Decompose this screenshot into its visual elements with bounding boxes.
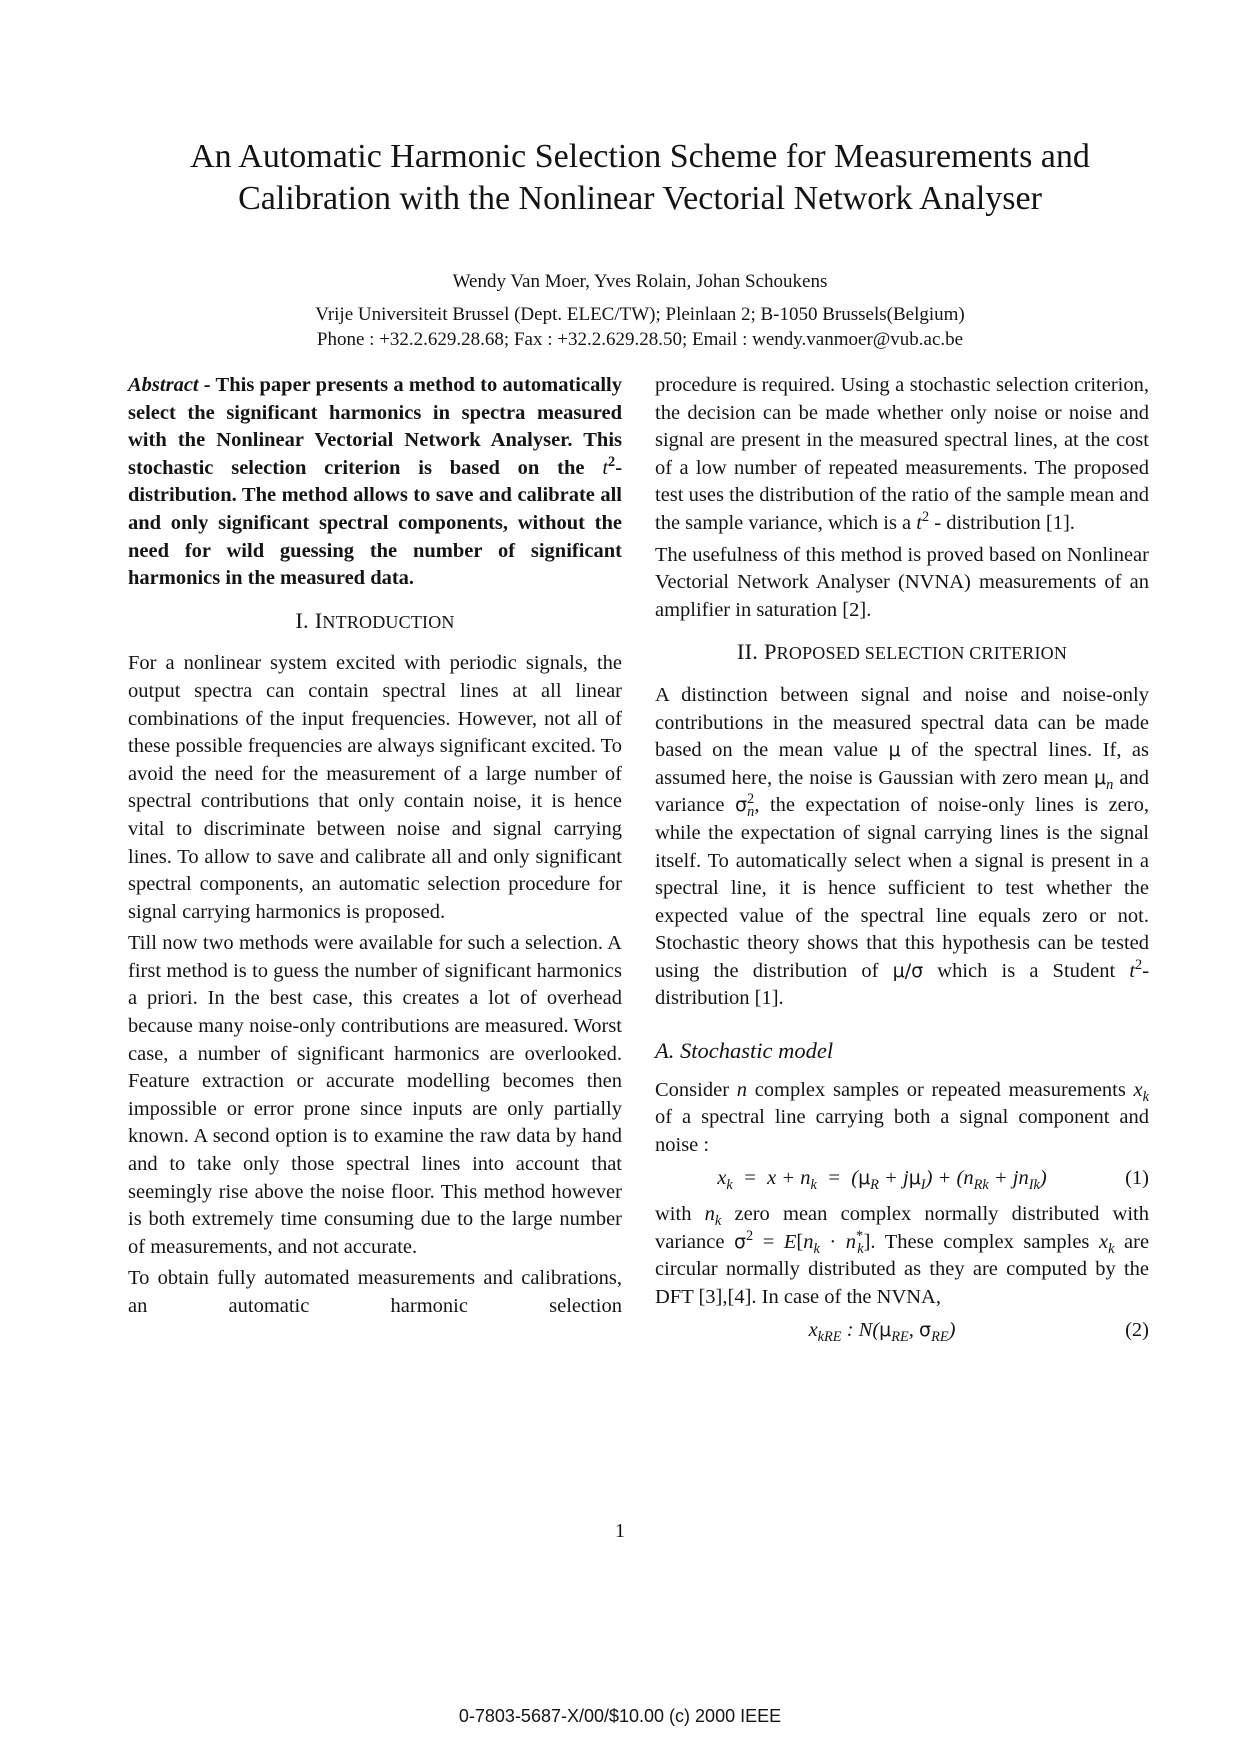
title-line-2: Calibration with the Nonlinear Vectorial Network Analyser <box>238 180 1042 217</box>
equation-1: $x_k = x + n_k = (\mu_R + j\mu_I) + (n_{Rk} + jn_{Ik})$ (1) <box>717 1167 1149 1194</box>
subsection-heading-stochastic-model: A. Stochastic model <box>655 1038 834 1064</box>
author-list: Wendy Van Moer, Yves Rolain, Johan Schoukens <box>452 271 828 292</box>
affiliation-block <box>150 302 1130 352</box>
paper-title <box>150 136 1130 220</box>
right-column <box>655 372 1149 1353</box>
abstract-text-2: -distribution. The method allows to save and calibrate all and only significant spectral components, without the need for wild guessing the number of significant harmonics in the measured data. <box>128 456 623 590</box>
affiliation: Vrije Universiteit Brussel (Dept. ELEC/TW); Pleinlaan 2; B-1050 Brussels(Belgium) <box>315 304 965 325</box>
title-line-1: An Automatic Harmonic Selection Scheme for Measurements and <box>190 138 1090 175</box>
section-heading-proposed-criterion: II. PROPOSED SELECTION CRITERION <box>736 639 1068 665</box>
copyright-footer: 0-7803-5687-X/00/$10.00 (c) 2000 IEEE <box>458 1706 782 1726</box>
intro-paragraph-4: procedure is required. Using a stochastic selection criterion, the decision can be made whether only noise or noise and signal are present in the measured spectral lines, at the cost of a low number of repeated measurements. The proposed test uses the distribution of the ratio of the sample mean and the sample variance, which is a $t^2$ - distribution [1]. <box>655 374 1149 534</box>
page-number: 1 <box>615 1520 625 1542</box>
abstract-label: Abstract - <box>128 374 211 396</box>
model-paragraph: Consider n complex samples or repeated measurements $x_k$ of a spectral line carrying both a signal component and noise : <box>655 1078 1150 1156</box>
variance-paragraph: with $n_k$ zero mean complex normally distributed with variance $\sigma^2 = E[n_k \cdot n^*_k]$. These complex samples $x_k$ are circular normally distributed as they are computed by the DFT [3],[4]. In case of the NVNA, <box>655 1203 1150 1308</box>
equation-2: $x_{kRE}$ : $N(\mu_{RE}$, $\sigma_{RE}$) (2) <box>808 1319 1149 1346</box>
intro-paragraph-3: To obtain fully automated measurements and calibrations, an automatic harmonic selection <box>128 1267 622 1317</box>
intro-paragraph-2: Till now two methods were available for such a selection. A first method is to guess the number of significant harmonics a priori. In the best case, this creates a lot of overhead because many noise-only contributions are measured. Worst case, a number of significant harmonics are overlooked. Feature extraction or accurate modelling becomes then impossible or error prone since inputs are only partially known. A second option is to examine the raw data by hand and to take only those spectral lines into account that seemingly rise above the noise floor. This method however is both extremely time consuming due to the large number of measurements, and not accurate. <box>128 932 622 1258</box>
contact-info: Phone : +32.2.629.28.68; Fax : +32.2.629.28.50; Email : wendy.vanmoer@vub.ac.be <box>316 329 964 350</box>
left-column <box>128 372 622 1325</box>
abstract-text-1: This paper presents a method to automatically select the significant harmonics in spectra measured with the Nonlinear Vectorial Network Analyser. This stochastic selection criterion is based on the <box>128 374 622 479</box>
intro-paragraph-1: For a nonlinear system excited with periodic signals, the output spectra can contain spectral lines at all linear combinations of the input frequencies. However, not all of these possible frequencies are always significant excited. To avoid the need for the measurement of a large number of spectral contributions that only contain noise, it is hence vital to discriminate between noise and signal carrying lines. To allow to save and calibrate all and only significant spectral components, an automatic selection procedure for signal carrying harmonics is proposed. <box>128 652 622 923</box>
equation-2-number: (2) <box>1125 1319 1149 1342</box>
equation-1-number: (1) <box>1125 1167 1149 1190</box>
intro-paragraph-5: The usefulness of this method is proved based on Nonlinear Vectorial Network Analyser (NVNA) measurements of an amplifier in saturation [2]. <box>655 543 1149 621</box>
criterion-paragraph: A distinction between signal and noise and noise-only contributions in the measured spectral data can be made based on the mean value μ of the spectral lines. If, as assumed here, the noise is Gaussian with zero mean $\mu_n$ and variance $\sigma^2_n$, the expectation of noise-only lines is zero, while the expectation of signal carrying lines is the signal itself. To automatically select when a signal is present in a spectral line, it is hence sufficient to test whether the expected value of the spectral line equals zero or not. Stochastic theory shows that this hypothesis can be tested using the distribution of μ/σ which is a Student $t^2$-distribution [1]. <box>655 683 1150 1010</box>
section-heading-introduction: I. INTRODUCTION <box>295 607 455 633</box>
abstract: Abstract - This paper presents a method to automatically select the significant harmonics in spectra measured with the Nonlinear Vectorial Network Analyser. This stochastic selection criterion is based on the $t^2$-distribution. The method allows to save and calibrate all and only significant spectral components, without the need for wild guessing the number of significant harmonics in the measured data. <box>128 374 623 590</box>
